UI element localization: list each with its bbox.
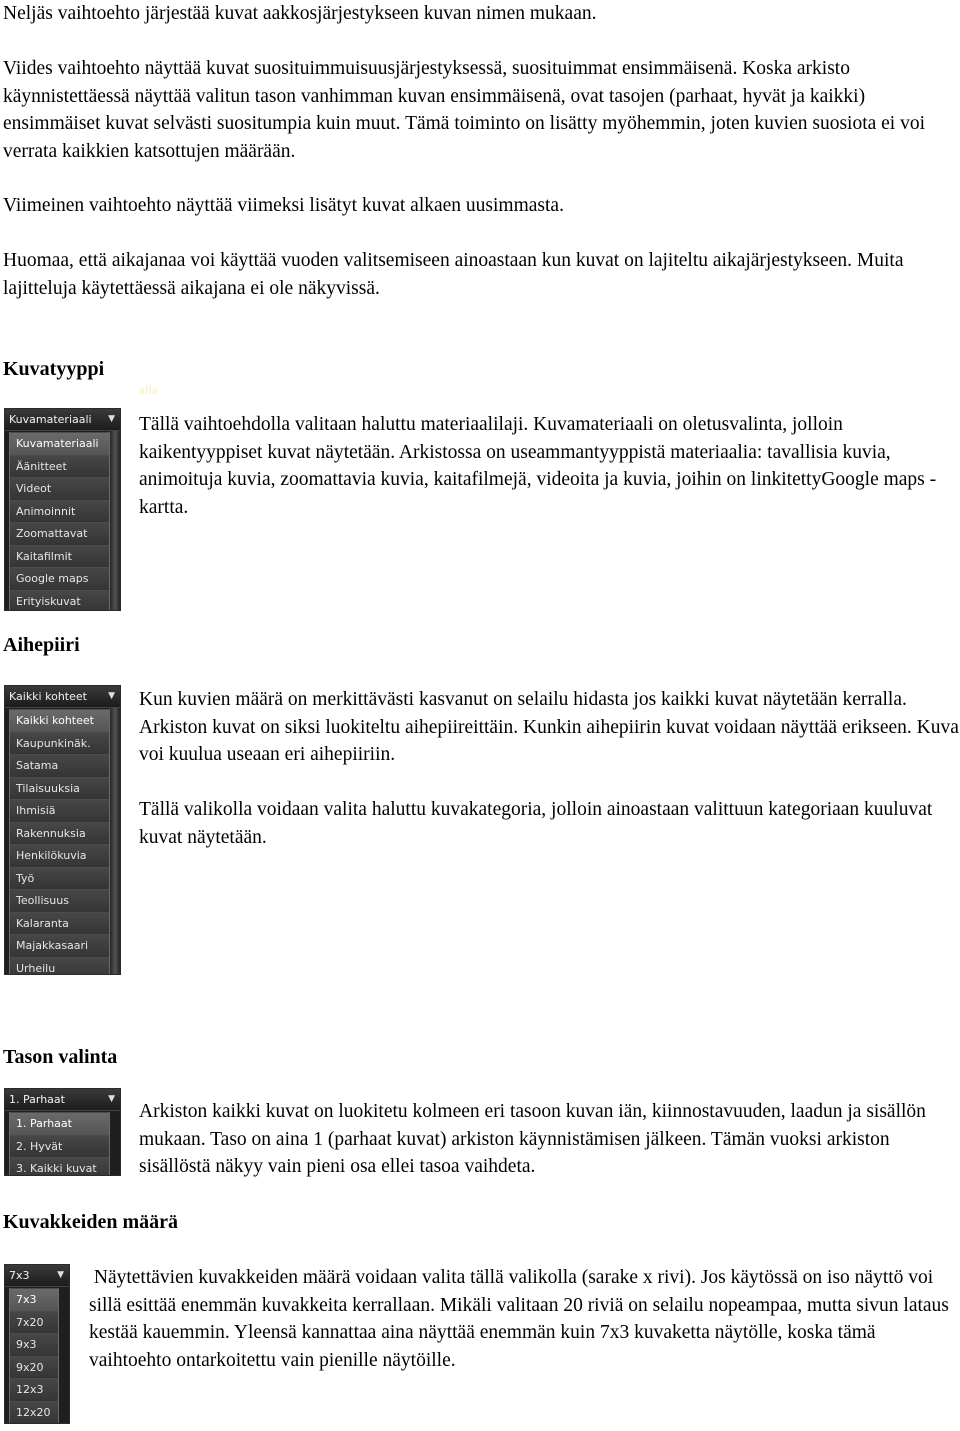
heading-kuvatyyppi: Kuvatyyppi	[3, 358, 105, 380]
dropdown-option[interactable]: Kaupunkinäk.	[10, 732, 109, 755]
taso-dropdown[interactable]	[4, 1088, 121, 1176]
background-strip	[110, 708, 120, 974]
dropdown-option[interactable]: Animoinnit	[10, 500, 109, 523]
dropdown-arrow-icon: ▼	[57, 1270, 64, 1280]
dropdown-option[interactable]: Zoomattavat	[10, 522, 109, 545]
dropdown-option[interactable]: 12x3	[10, 1378, 58, 1401]
heading-tason-valinta: Tason valinta	[3, 1046, 118, 1068]
dropdown-option[interactable]: Satama	[10, 754, 109, 777]
dropdown-option[interactable]: 7x20	[10, 1311, 58, 1334]
dropdown-option[interactable]: Työ	[10, 867, 109, 890]
dropdown-option[interactable]: Tilaisuuksia	[10, 777, 109, 800]
kuvatyyppi-dropdown[interactable]	[4, 408, 121, 611]
paragraph-sort-alphabetical: Neljäs vaihtoehto järjestää kuvat aakkosjärjestykseen kuvan nimen mukaan.	[3, 3, 597, 24]
background-strip	[110, 431, 120, 610]
paragraph-sort-newest: Viimeinen vaihtoehto näyttää viimeksi lisätyt kuvat alkaen uusimmasta.	[3, 195, 564, 216]
dropdown-option[interactable]: Äänitteet	[10, 455, 109, 478]
aihepiiri-dropdown[interactable]	[4, 685, 121, 975]
dropdown-option[interactable]: 3. Kaikki kuvat	[10, 1157, 109, 1176]
dropdown-option[interactable]: Henkilökuvia	[10, 844, 109, 867]
kuvatyyppi-description: Tällä vaihtoehdolla valitaan haluttu materiaalilaji. Kuvamateriaali on oletusvalinta, jolloin kaikentyyppiset kuvat näytetään. Arkistossa on useammantyyppistä materiaalia: tavallisia kuvia, animoituja kuvia, zoomattavia kuvia, kaitafilmejä, videoita ja kuvia, joihin on linkitettyGoogle maps -kartta.	[139, 414, 937, 518]
kuvatyyppi-dropdown-list	[9, 432, 110, 611]
dropdown-option[interactable]: 1. Parhaat	[10, 1112, 109, 1135]
dropdown-option[interactable]: Kuvamateriaali	[10, 432, 109, 455]
kuvakkeet-dropdown-list	[9, 1288, 59, 1424]
dropdown-arrow-icon: ▼	[108, 691, 115, 701]
kuvatyyppi-dropdown-selected[interactable]: Kuvamateriaali ▼	[5, 409, 120, 431]
dropdown-option[interactable]: Kalaranta	[10, 912, 109, 935]
paragraph-sort-popularity: Viides vaihtoehto näyttää kuvat suosituimmuisuusjärjestyksessä, suosituimmat ensimmäisenä. Koska arkisto käynnistettäessä näyttää valitun tason vanhimman kuvan ensimmäisenä, ovat tasojen (parhaat, hyvät ja kaikki) ensimmäiset kuvat selvästi suositumpia kuin muut. Tämä toiminto on lisätty myöhemmin, joten kuvien suosiota ei voi verrata kaikkien katsottujen määrään.	[3, 58, 926, 162]
dropdown-option[interactable]: Kaitafilmit	[10, 545, 109, 568]
dropdown-option[interactable]: Urheilu	[10, 957, 109, 976]
dropdown-option[interactable]: 12x20	[10, 1401, 58, 1424]
dropdown-option[interactable]: Ihmisiä	[10, 799, 109, 822]
dropdown-option[interactable]: Videot	[10, 477, 109, 500]
dropdown-option[interactable]: Majakkasaari	[10, 934, 109, 957]
dropdown-option[interactable]: 2. Hyvät	[10, 1135, 109, 1158]
taso-dropdown-list	[9, 1112, 110, 1176]
kuvakkeet-dropdown-selected[interactable]: 7x3 ▼	[5, 1265, 69, 1287]
heading-aihepiiri: Aihepiiri	[3, 634, 80, 656]
dropdown-option[interactable]: 9x20	[10, 1356, 58, 1379]
dropdown-option[interactable]: Kaikki kohteet	[10, 709, 109, 732]
taso-dropdown-selected[interactable]: 1. Parhaat ▼	[5, 1089, 120, 1111]
dropdown-option[interactable]: Teollisuus	[10, 889, 109, 912]
dropdown-option[interactable]: 7x3	[10, 1288, 58, 1311]
aihepiiri-description: Kun kuvien määrä on merkittävästi kasvanut on selailu hidasta jos kaikki kuvat näytetään kerralla. Arkiston kuvat on siksi luokiteltu aihepiireittäin. Kunkin aihepiirin kuvat voidaan näyttää erikseen. Kuva voi kuulua useaan eri aihepiiriin.	[139, 689, 959, 765]
kuvakkeet-dropdown[interactable]	[4, 1264, 70, 1424]
faint-text: alla	[139, 382, 158, 397]
dropdown-option[interactable]: Google maps	[10, 567, 109, 590]
aihepiiri-dropdown-list	[9, 709, 110, 975]
paragraph-timeline-note: Huomaa, että aikajanaa voi käyttää vuoden valitsemiseen ainoastaan kun kuvat on lajiteltu aikajärjestykseen. Muita lajitteluja käytettäessä aikajana ei ole näkyvissä.	[3, 250, 904, 299]
dropdown-option[interactable]: Rakennuksia	[10, 822, 109, 845]
aihepiiri-dropdown-selected[interactable]: Kaikki kohteet ▼	[5, 686, 120, 708]
dropdown-arrow-icon: ▼	[108, 414, 115, 424]
taso-description: Arkiston kaikki kuvat on luokitetu kolmeen eri tasoon kuvan iän, kiinnostavuuden, laadun ja sisällön mukaan. Taso on aina 1 (parhaat kuvat) arkiston käynnistämisen jälkeen. Tämän vuoksi arkiston sisällöstä näkyy vain pieni osa ellei tasoa vaihdeta.	[139, 1101, 926, 1177]
dropdown-option[interactable]: 9x3	[10, 1333, 58, 1356]
dropdown-arrow-icon: ▼	[108, 1094, 115, 1104]
aihepiiri-menu-description: Tällä valikolla voidaan valita haluttu kuvakategoria, jolloin ainoastaan valittuun kategoriaan kuuluvat kuvat näytetään.	[139, 799, 933, 848]
kuvakkeet-description: Näytettävien kuvakkeiden määrä voidaan valita tällä valikolla (sarake x rivi). Jos käytössä on iso näyttö voi sillä esittää enemmän kuvakkeita kerrallaan. Mikäli valitaan 20 riviä on selailu nopeampaa, mutta sivun lataus kestää kauemmin. Yleensä kannattaa aina näyttää enemmän kuin 7x3 kuvaketta näytölle, koska tämä vaihtoehto ontarkoitettu vain pienille näytöille.	[89, 1267, 954, 1371]
dropdown-option[interactable]: Erityiskuvat	[10, 590, 109, 612]
heading-kuvakkeiden-maara: Kuvakkeiden määrä	[3, 1211, 179, 1233]
